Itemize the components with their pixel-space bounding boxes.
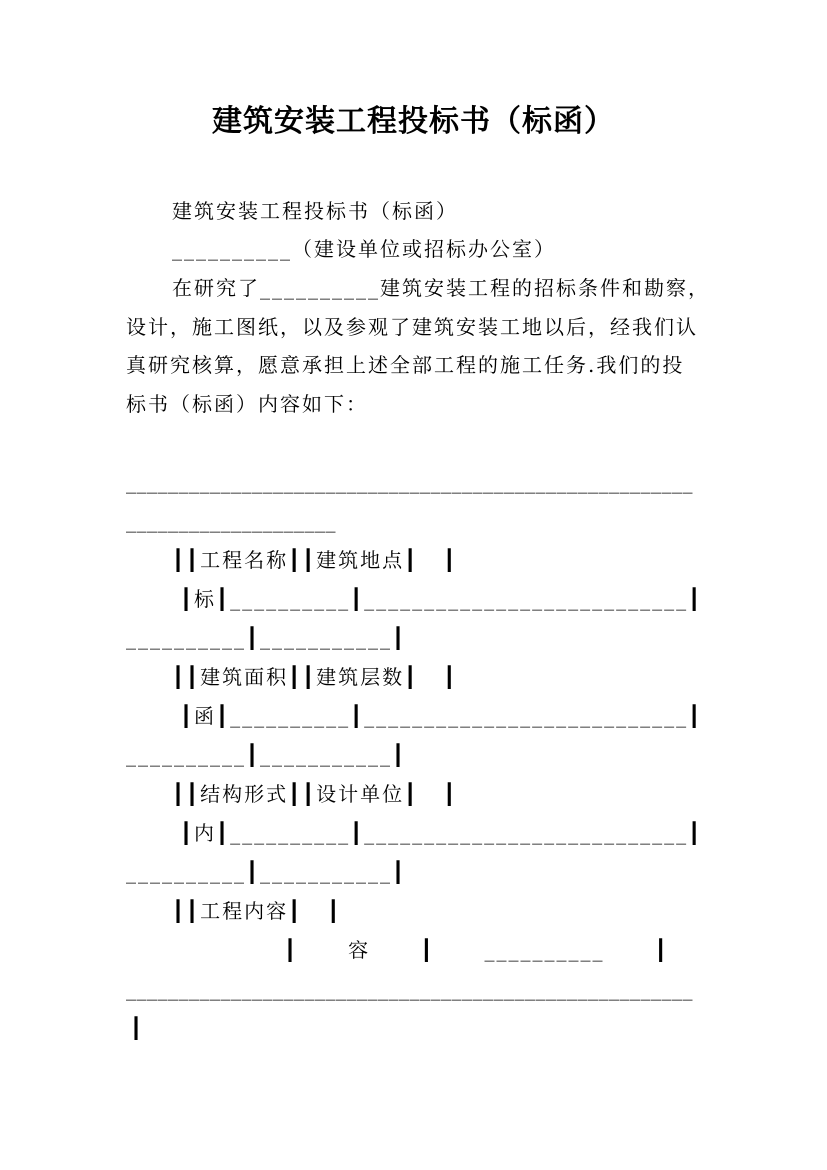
table-rule: ____________________	[126, 509, 336, 533]
table-row: __________┃___________┃	[126, 860, 407, 884]
table-row: ┃┃建筑面积┃┃建筑层数┃ ┃	[172, 665, 458, 689]
document-title: 建筑安装工程投标书（标函）	[212, 104, 615, 139]
table-row: ┃┃结构形式┃┃设计单位┃ ┃	[172, 782, 458, 806]
table-row: ┃标┃__________┃___________________________┃	[180, 587, 703, 611]
body-line: 标书（标函）内容如下：	[126, 392, 368, 416]
body-line: 在研究了__________建筑安装工程的招标条件和勘察，	[172, 276, 710, 300]
table-row: ┃┃工程名称┃┃建筑地点┃ ┃	[172, 548, 458, 572]
table-row: __________┃___________┃	[126, 743, 407, 767]
table-row: ┃内┃__________┃___________________________┃	[180, 821, 703, 845]
table-row: ┃┃工程内容┃ ┃	[172, 899, 342, 923]
body-line: 真研究核算，愿意承担上述全部工程的施工任务.我们的投	[126, 353, 685, 377]
table-row: ┃函┃__________┃___________________________┃	[180, 704, 703, 728]
table-rule: ______________________________________________________	[126, 977, 693, 1001]
table-rule: ______________________________________________________	[126, 470, 693, 494]
table-row: ┃ 容 ┃ __________ ┃	[284, 938, 669, 962]
table-row: __________┃___________┃	[126, 626, 407, 650]
table-row: ┃	[130, 1016, 145, 1040]
subtitle-line: 建筑安装工程投标书（标函）	[172, 199, 458, 223]
addressee-line: __________（建设单位或招标办公室）	[172, 237, 556, 261]
body-line: 设计，施工图纸，以及参观了建筑安装工地以后，经我们认	[126, 315, 698, 339]
